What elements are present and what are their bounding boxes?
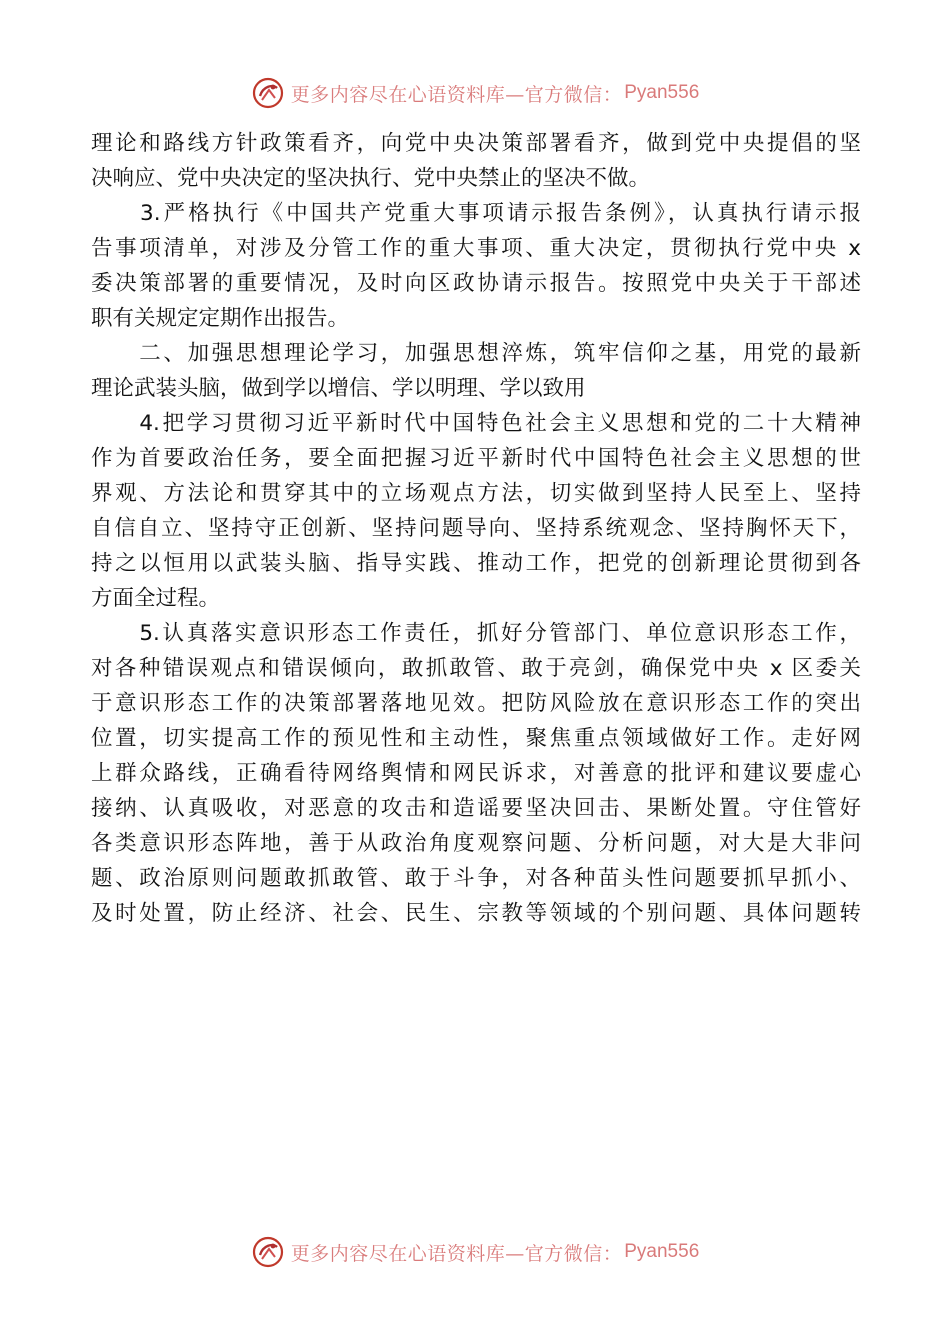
text-line: 5.认真落实意识形态工作责任，抓好分管部门、单位意识形态工作， [91, 621, 861, 646]
watermark-wechat-id: Pyan556 [624, 1241, 700, 1262]
text-line: 持之以恒用以武装头脑、指导实践、推动工作，把党的创新理论贯彻到各 [91, 551, 861, 576]
text-line: 及时处置，防止经济、社会、民生、宗教等领域的个别问题、具体问题转 [91, 901, 861, 926]
watermark-text: 更多内容尽在心语资料库—官方微信： [290, 83, 623, 106]
footer-watermark [0, 1232, 950, 1272]
text-line: 对各种错误观点和错误倾向，敢抓敢管、敢于亮剑，确保党中央 x 区委关 [91, 656, 861, 681]
text-line: 各类意识形态阵地，善于从政治角度观察问题、分析问题，对大是大非问 [91, 831, 861, 856]
text-line: 接纳、认真吸收，对恶意的攻击和造谣要坚决回击、果断处置。守住管好 [91, 796, 861, 821]
document-body [91, 126, 861, 931]
text-line: 方面全过程。 [91, 586, 221, 611]
text-line: 理论和路线方针政策看齐，向党中央决策部署看齐，做到党中央提倡的坚 [91, 131, 861, 156]
text-line: 位置，切实提高工作的预见性和主动性，聚焦重点领域做好工作。走好网 [91, 726, 861, 751]
watermark-wechat-id: Pyan556 [624, 82, 700, 103]
text-line: 告事项清单，对涉及分管工作的重大事项、重大决定，贯彻执行党中央 x [91, 236, 861, 261]
text-line: 上群众路线，正确看待网络舆情和网民诉求，对善意的批评和建议要虚心 [91, 761, 861, 786]
text-line: 决响应、党中央决定的坚决执行、党中央禁止的坚决不做。 [91, 166, 651, 191]
text-line: 题、政治原则问题敢抓敢管、敢于斗争，对各种苗头性问题要抓早抓小、 [91, 866, 861, 891]
text-line: 4.把学习贯彻习近平新时代中国特色社会主义思想和党的二十大精神 [91, 411, 861, 436]
text-line: 理论武装头脑，做到学以增信、学以明理、学以致用 [91, 376, 586, 401]
text-line: 界观、方法论和贯穿其中的立场观点方法，切实做到坚持人民至上、坚持 [91, 481, 861, 506]
text-line: 作为首要政治任务，要全面把握习近平新时代中国特色社会主义思想的世 [91, 446, 861, 471]
watermark-text: 更多内容尽在心语资料库—官方微信： [290, 1242, 623, 1265]
text-line: 二、加强思想理论学习，加强思想淬炼，筑牢信仰之基，用党的最新 [91, 341, 861, 366]
text-line: 自信自立、坚持守正创新、坚持问题导向、坚持系统观念、坚持胸怀天下， [91, 516, 861, 541]
text-line: 3.严格执行《中国共产党重大事项请示报告条例》，认真执行请示报 [91, 201, 861, 226]
header-watermark [0, 73, 950, 113]
text-line: 于意识形态工作的决策部署落地见效。把防风险放在意识形态工作的突出 [91, 691, 861, 716]
brand-logo-icon [251, 1235, 285, 1269]
text-line: 职有关规定定期作出报告。 [91, 306, 350, 331]
text-line: 委决策部署的重要情况，及时向区政协请示报告。按照党中央关于干部述 [91, 271, 861, 296]
brand-logo-icon [251, 76, 285, 110]
